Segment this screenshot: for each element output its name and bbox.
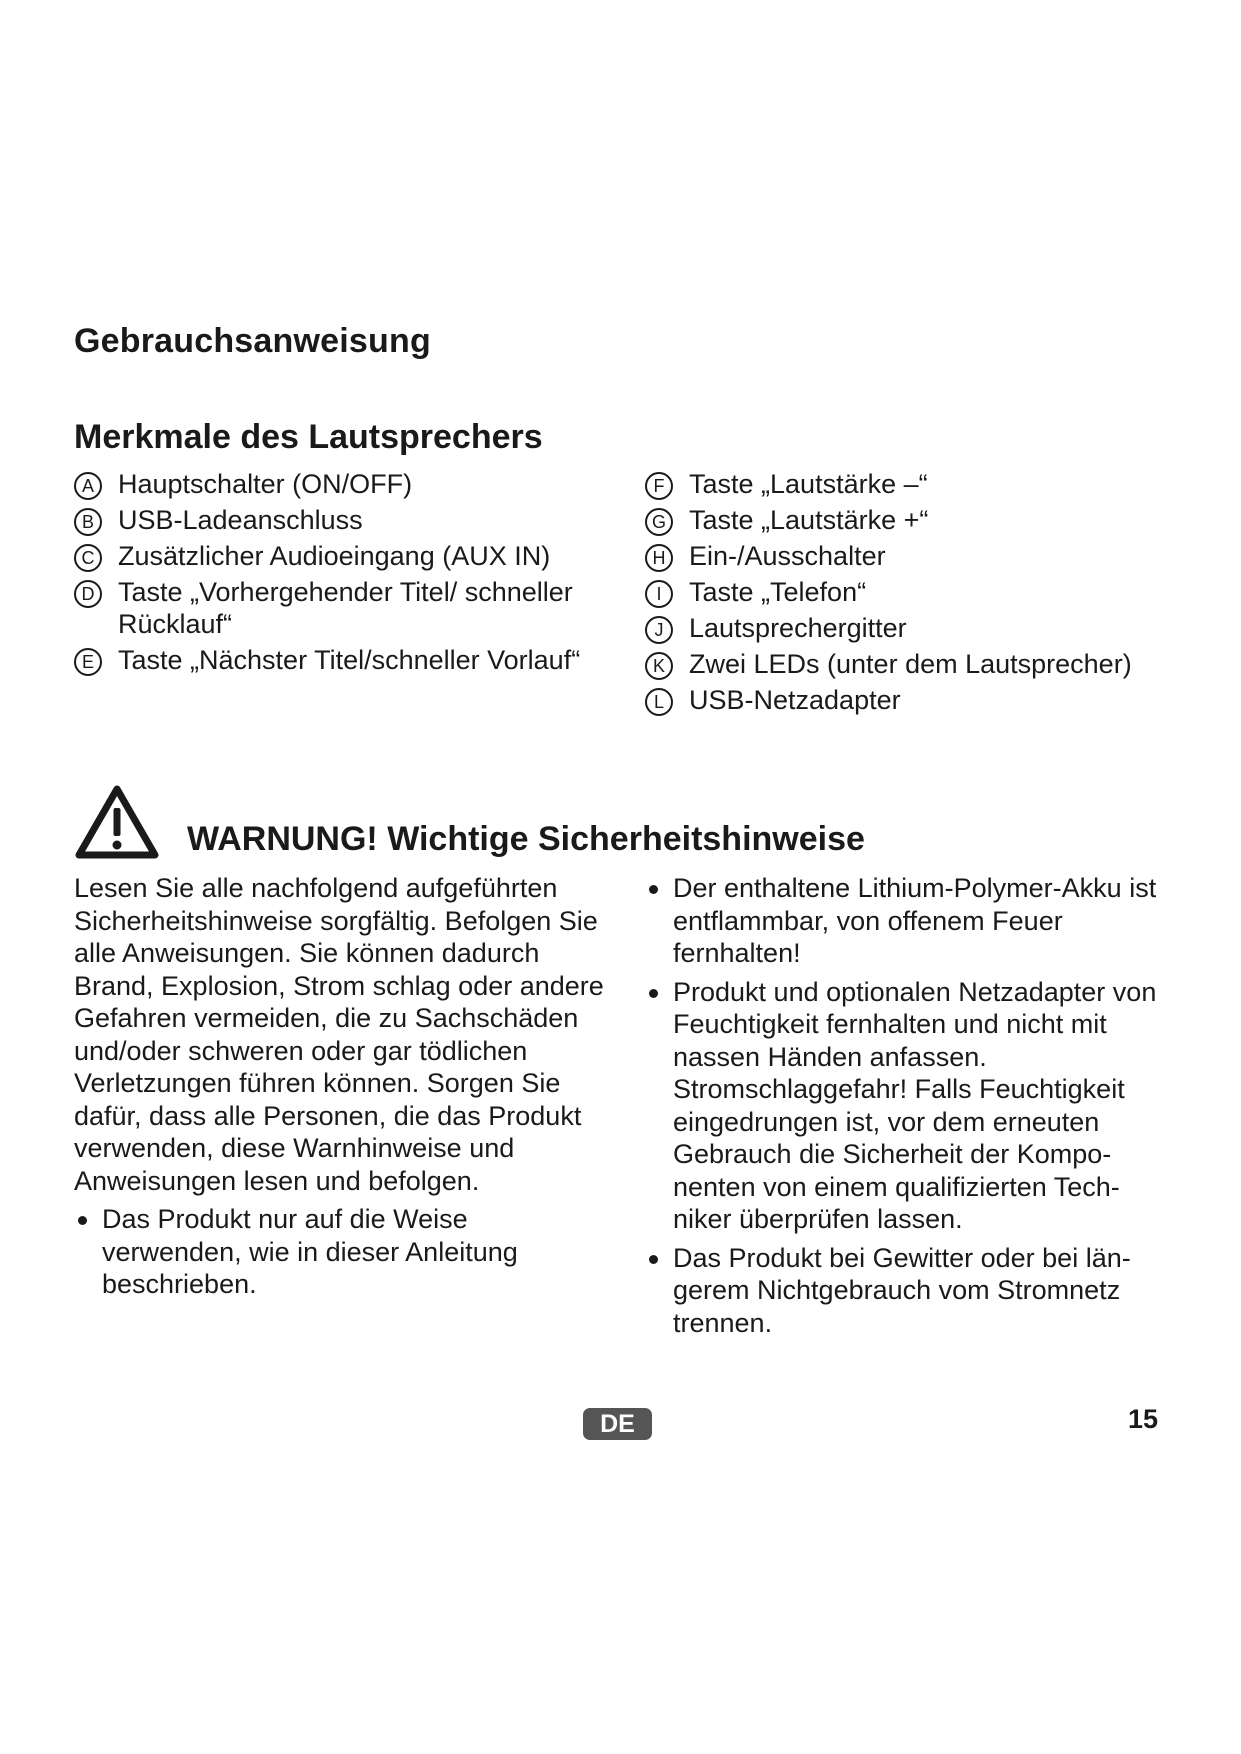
bullet-dot-icon xyxy=(649,1255,658,1264)
feature-text: Zusätzlicher Audioeingang (AUX IN) xyxy=(118,541,551,571)
feature-item xyxy=(645,468,1205,500)
warning-column-left xyxy=(74,872,614,1307)
feature-text: Ein-/Ausschalter xyxy=(689,541,886,571)
list-item xyxy=(645,1242,1165,1340)
warning-bullets-left xyxy=(74,1203,614,1301)
feature-letter-badge: I xyxy=(645,580,673,608)
feature-text: USB-Ladeanschluss xyxy=(118,505,363,535)
feature-item xyxy=(645,576,1205,608)
feature-letter-badge: B xyxy=(74,508,102,536)
page-title: Gebrauchsanweisung xyxy=(74,322,431,360)
feature-text: Zwei LEDs (unter dem Lautsprecher) xyxy=(689,649,1132,679)
feature-item xyxy=(74,576,634,640)
feature-letter-badge: C xyxy=(74,544,102,572)
section-title: Merkmale des Lautsprechers xyxy=(74,418,543,456)
feature-item xyxy=(645,540,1205,572)
bullet-dot-icon xyxy=(78,1216,87,1225)
feature-letter-badge: A xyxy=(74,472,102,500)
feature-text: Taste „Lautstärke –“ xyxy=(689,469,928,499)
feature-text: Taste „Vorhergehender Titel/ schneller Rücklauf“ xyxy=(118,577,573,639)
warning-column-right xyxy=(645,872,1165,1345)
bullet-dot-icon xyxy=(649,885,658,894)
page-number: 15 xyxy=(1128,1404,1159,1434)
feature-item xyxy=(645,648,1205,680)
feature-letter-badge: E xyxy=(74,648,102,676)
feature-item xyxy=(74,540,634,572)
feature-text: USB-Netzadapter xyxy=(689,685,901,715)
feature-item xyxy=(645,612,1205,644)
feature-text: Taste „Lautstärke +“ xyxy=(689,505,929,535)
feature-letter-badge: D xyxy=(74,580,102,608)
feature-item xyxy=(645,504,1205,536)
feature-letter-badge: G xyxy=(645,508,673,536)
bullet-text: Das Produkt nur auf die Weise verwenden, wie in dieser Anleitung beschrieben. xyxy=(102,1204,518,1299)
feature-letter-badge: H xyxy=(645,544,673,572)
features-list-right xyxy=(645,468,1205,720)
bullet-dot-icon xyxy=(649,989,658,998)
features-list-left xyxy=(74,468,634,680)
feature-text: Taste „Telefon“ xyxy=(689,577,867,607)
feature-item xyxy=(74,644,634,676)
bullet-text: Der enthaltene Lithium-Polymer-Akku ist entflammbar, von offenem Feuer fernhalten! xyxy=(673,873,1157,968)
feature-letter-badge: F xyxy=(645,472,673,500)
list-item xyxy=(645,976,1165,1236)
feature-letter-badge: L xyxy=(645,688,673,716)
warning-title: WARNUNG! Wichtige Sicherheitshinweise xyxy=(187,820,865,858)
feature-item xyxy=(74,504,634,536)
bullet-text: Produkt und optionalen Netzadapter von Feuchtigkeit fernhalten und nicht mit nassen Händen anfassen. Stromschlaggefahr! Falls Feuchtigkeit eingedrungen ist, vor dem erneuten Gebrauch die Sicherheit der Kompo-nenten von einem qualifizierten Tech-niker überprüfen lassen. xyxy=(673,976,1157,1234)
feature-letter-badge: J xyxy=(645,616,673,644)
feature-item xyxy=(74,468,634,500)
language-badge: DE xyxy=(583,1408,652,1440)
warning-intro: Lesen Sie alle nachfolgend aufgeführten Sicherheitshinweise sorgfältig. Befolgen Sie alle Anweisungen. Sie können dadurch Brand, Explosion, Strom schlag oder andere Gefahren vermeiden, die zu Sachschäden und/oder schweren oder gar tödlichen Verletzungen führen können. Sorgen Sie dafür, dass alle Personen, die das Produkt verwenden, diese Warnhinweise und Anweisungen lesen und befolgen. xyxy=(74,873,604,1196)
bullet-text: Das Produkt bei Gewitter oder bei län-gerem Nichtgebrauch vom Stromnetz trennen. xyxy=(673,1242,1131,1338)
feature-text: Lautsprechergitter xyxy=(689,613,907,643)
list-item xyxy=(74,1203,614,1301)
list-item xyxy=(645,872,1165,970)
warning-triangle-icon xyxy=(74,784,160,860)
feature-text: Taste „Nächster Titel/schneller Vorlauf“ xyxy=(118,645,581,675)
warning-bullets-right xyxy=(645,872,1165,1339)
feature-letter-badge: K xyxy=(645,652,673,680)
feature-item xyxy=(645,684,1205,716)
feature-text: Hauptschalter (ON/OFF) xyxy=(118,469,413,499)
